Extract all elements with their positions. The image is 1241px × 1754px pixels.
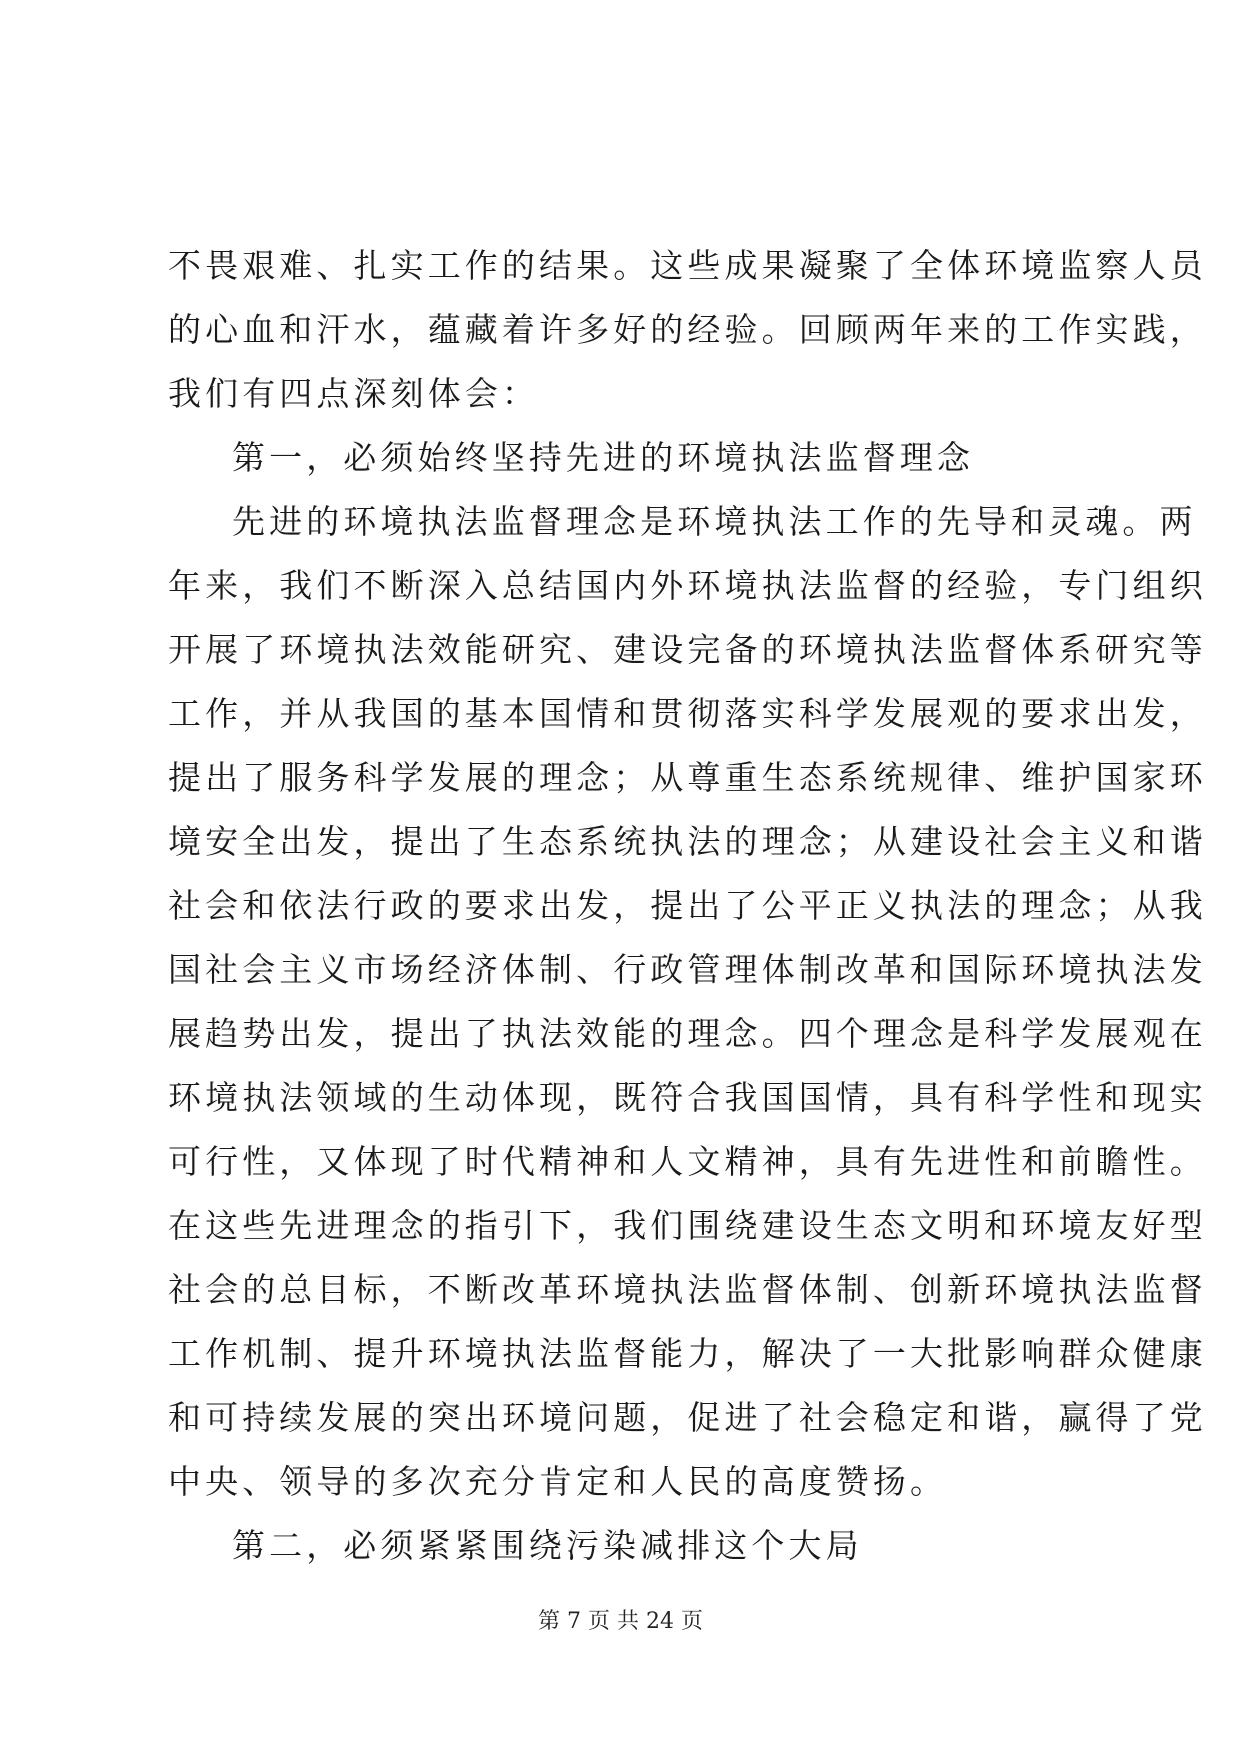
text-line: 先进的环境执法监督理念是环境执法工作的先导和灵魂。两 (232, 502, 1197, 541)
text-line: 我们有四点深刻体会： (168, 374, 539, 413)
text-line: 提出了服务科学发展的理念；从尊重生态系统规律、维护国家环 (168, 758, 1207, 797)
section-heading-2: 第二，必须紧紧围绕污染减排这个大局 (232, 1526, 863, 1565)
text-line: 社会的总目标，不断改革环境执法监督体制、创新环境执法监督 (168, 1270, 1207, 1309)
text-line: 工作机制、提升环境执法监督能力，解决了一大批影响群众健康 (168, 1334, 1207, 1373)
text-line: 可行性，又体现了时代精神和人文精神，具有先进性和前瞻性。 (168, 1142, 1207, 1181)
text-line: 中央、领导的多次充分肯定和人民的高度赞扬。 (168, 1462, 948, 1501)
text-line: 国社会主义市场经济体制、行政管理体制改革和国际环境执法发 (168, 950, 1207, 989)
text-line: 环境执法领域的生动体现，既符合我国国情，具有科学性和现实 (168, 1078, 1207, 1117)
text-line: 展趋势出发，提出了执法效能的理念。四个理念是科学发展观在 (168, 1014, 1207, 1053)
text-line: 的心血和汗水，蕴藏着许多好的经验。回顾两年来的工作实践， (168, 310, 1207, 349)
page-number-footer: 第 7 页 共 24 页 (538, 1609, 703, 1634)
text-line: 开展了环境执法效能研究、建设完备的环境执法监督体系研究等 (168, 630, 1207, 669)
section-heading-1: 第一，必须始终坚持先进的环境执法监督理念 (232, 438, 974, 477)
text-line: 在这些先进理念的指引下，我们围绕建设生态文明和环境友好型 (168, 1206, 1207, 1245)
text-line: 和可持续发展的突出环境问题，促进了社会稳定和谐，赢得了党 (168, 1398, 1207, 1437)
text-line: 工作，并从我国的基本国情和贯彻落实科学发展观的要求出发， (168, 694, 1207, 733)
text-line: 社会和依法行政的要求出发，提出了公平正义执法的理念；从我 (168, 886, 1207, 925)
text-line: 年来，我们不断深入总结国内外环境执法监督的经验，专门组织 (168, 566, 1207, 605)
text-line: 不畏艰难、扎实工作的结果。这些成果凝聚了全体环境监察人员 (168, 246, 1207, 285)
text-line: 境安全出发，提出了生态系统执法的理念；从建设社会主义和谐 (168, 822, 1207, 861)
